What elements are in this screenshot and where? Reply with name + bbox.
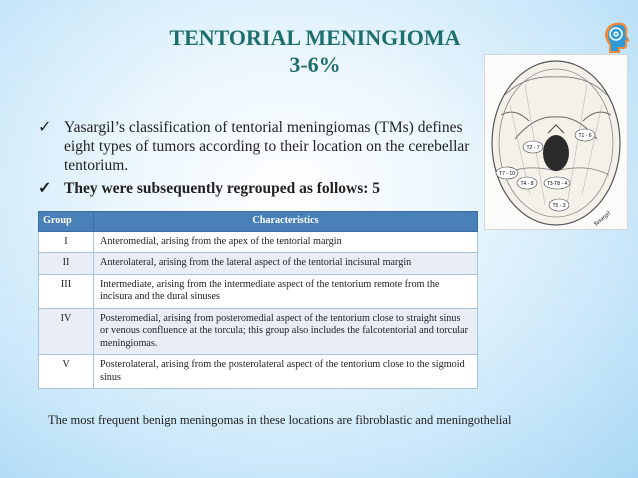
diagram-signature: Yasargil — [592, 210, 612, 228]
bullet-text-regrouped: They were subsequently regrouped as follows: 5 — [64, 180, 381, 197]
diagram-label-t7: T7 - 10 — [499, 171, 515, 177]
checkmark-icon: ✓ — [38, 119, 52, 136]
diagram-label-t2: T2 - 7 — [526, 145, 540, 151]
group-cell: V — [39, 355, 94, 389]
characteristics-cell: Intermediate, arising from the intermediate aspect of the tentorium remote from the incisura and the dural sinuses — [94, 274, 478, 308]
slide-title-line-2: 3-6% — [289, 52, 341, 77]
table-header-row — [39, 212, 478, 232]
group-cell: II — [39, 253, 94, 275]
table-row — [39, 274, 478, 308]
diagram-label-t3: T3-T8 - 4 — [546, 181, 568, 187]
skull-base-diagram — [484, 54, 628, 230]
head-profile-logo-icon — [600, 17, 634, 57]
bullet-list — [38, 118, 478, 202]
diagram-label-t5: T5 - 3 — [552, 203, 566, 209]
table-row — [39, 355, 478, 389]
group-cell: IV — [39, 308, 94, 355]
group-cell: I — [39, 231, 94, 253]
characteristics-cell: Anteromedial, arising from the apex of the tentorial margin — [94, 231, 478, 253]
table-row — [39, 253, 478, 275]
header-group: Group — [39, 212, 94, 232]
classification-table — [38, 211, 478, 389]
bullet-text-classification: Yasargil’s classification of tentorial meningiomas (TMs) defines eight types of tumors according to their location on the cerebellar tentorium. — [64, 119, 470, 174]
characteristics-cell: Anterolateral, arising from the lateral aspect of the tentorial incisural margin — [94, 253, 478, 275]
table-row — [39, 308, 478, 355]
slide-title-line-1: TENTORIAL MENINGIOMA — [169, 25, 461, 50]
characteristics-cell: Posterolateral, arising from the posterolateral aspect of the tentorium close to the sigmoid sinus — [94, 355, 478, 389]
bullet-item-regrouped — [38, 179, 478, 198]
slide-title — [120, 24, 510, 78]
diagram-label-t1: T1 - 6 — [578, 133, 592, 139]
bullet-item-classification — [38, 118, 478, 175]
characteristics-cell: Posteromedial, arising from posteromedial aspect of the tentorium close to straight sinus or venous confluence at the torcula; this group also includes the falcotentorial and torcular meningiomas. — [94, 308, 478, 355]
header-characteristics: Characteristics — [94, 212, 478, 232]
diagram-label-t4: T4 - 8 — [520, 181, 534, 187]
group-cell: III — [39, 274, 94, 308]
table-row — [39, 231, 478, 253]
footer-note: The most frequent benign meningomas in these locations are fibroblastic and meningothelial — [48, 413, 512, 427]
checkmark-icon: ✓ — [38, 180, 52, 197]
